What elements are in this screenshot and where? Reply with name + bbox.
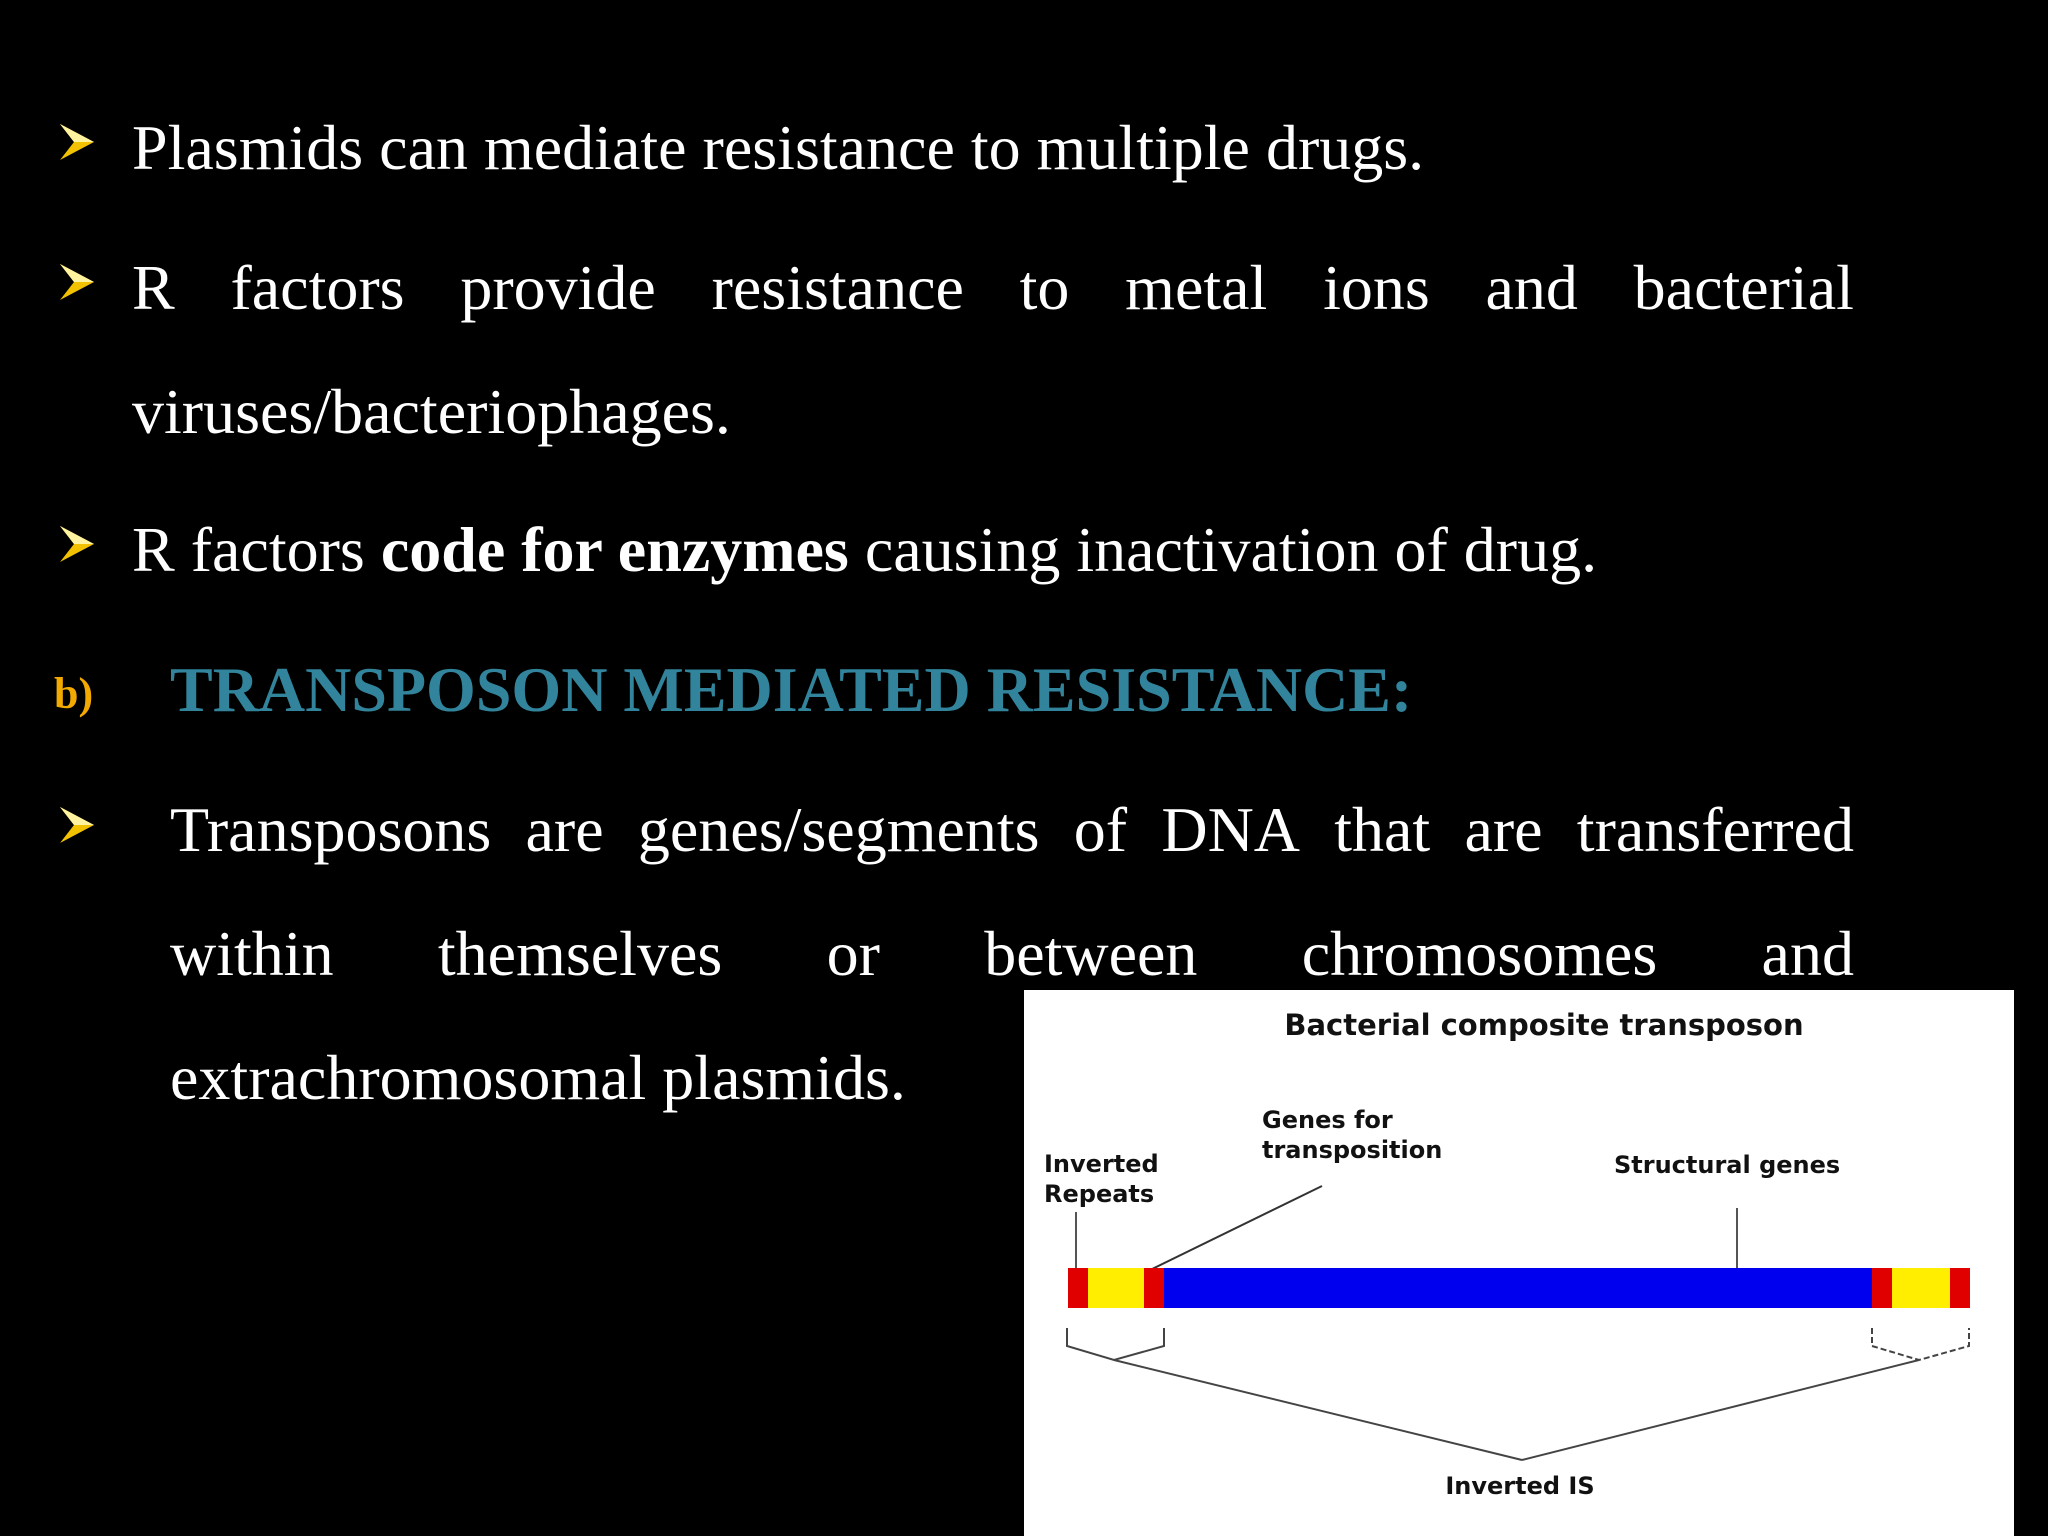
transposon-line-3: extrachromosomal plasmids. — [170, 1042, 906, 1113]
arrow-bullet-icon — [56, 805, 96, 845]
structural-region — [1068, 1268, 1968, 1308]
bullet-3-text — [132, 512, 1597, 588]
section-marker: b) — [54, 669, 94, 718]
transposon-line-2 — [170, 916, 1854, 992]
arrow-bullet-icon — [56, 122, 96, 162]
word: provide — [460, 252, 656, 323]
word: themselves — [437, 918, 723, 989]
diagram-title: Bacterial composite transposon — [1284, 1008, 1804, 1042]
word: chromosomes — [1301, 918, 1658, 989]
inverted-repeat-right-inner — [1872, 1268, 1892, 1308]
word: and — [1761, 918, 1854, 989]
label-inverted-is: Inverted IS — [1445, 1472, 1595, 1500]
label-inverted-repeats-2: Repeats — [1044, 1180, 1155, 1208]
section-heading: TRANSPOSON MEDIATED RESISTANCE: — [170, 654, 1413, 725]
bullet-1-text: Plasmids can mediate resistance to multiple drugs. — [132, 112, 1425, 183]
word: resistance — [711, 252, 964, 323]
word: R — [132, 252, 175, 323]
word: that — [1334, 794, 1431, 865]
bullet-2-line-1 — [132, 250, 1854, 326]
label-genes-for-transposition-2: transposition — [1262, 1136, 1443, 1164]
insertion-sequence-left — [1088, 1268, 1144, 1308]
word: are — [525, 794, 604, 865]
word: factors — [230, 252, 405, 323]
bullet-3-pre: R factors — [132, 514, 381, 585]
word: of — [1073, 794, 1128, 865]
arrow-bullet-icon — [56, 262, 96, 302]
bracket-right — [1872, 1328, 1969, 1360]
word: transferred — [1576, 794, 1854, 865]
pointer-genes-transposition — [1146, 1186, 1322, 1272]
transposon-diagram-svg — [1024, 990, 2014, 1536]
word: to — [1019, 252, 1070, 323]
label-structural-genes: Structural genes — [1614, 1151, 1841, 1179]
word: and — [1485, 252, 1578, 323]
word: DNA — [1161, 794, 1300, 865]
word: metal — [1125, 252, 1268, 323]
inverted-repeat-left-inner — [1144, 1268, 1164, 1308]
converge-line-right — [1522, 1360, 1919, 1460]
arrow-bullet-icon — [56, 524, 96, 564]
bullet-2-line-2: viruses/bacteriophages. — [132, 376, 731, 447]
word: genes/segments — [637, 794, 1040, 865]
word: ions — [1323, 252, 1430, 323]
bullet-3-bold: code for enzymes — [380, 514, 849, 585]
word: or — [826, 918, 880, 989]
bullet-3-post: causing inactivation of drug. — [848, 514, 1598, 585]
label-genes-for-transposition-1: Genes for — [1262, 1106, 1393, 1134]
transposon-line-1 — [170, 792, 1854, 868]
label-inverted-repeats-1: Inverted — [1044, 1150, 1159, 1178]
inverted-repeat-right-outer — [1950, 1268, 1970, 1308]
word: between — [984, 918, 1198, 989]
inverted-repeat-left-outer — [1068, 1268, 1088, 1308]
word: Transposons — [170, 794, 492, 865]
transposon-diagram — [1024, 990, 2014, 1536]
word: are — [1464, 794, 1543, 865]
word: within — [170, 918, 334, 989]
insertion-sequence-right — [1892, 1268, 1950, 1308]
word: bacterial — [1633, 252, 1854, 323]
bracket-left — [1067, 1328, 1164, 1360]
converge-line-left — [1114, 1360, 1522, 1460]
